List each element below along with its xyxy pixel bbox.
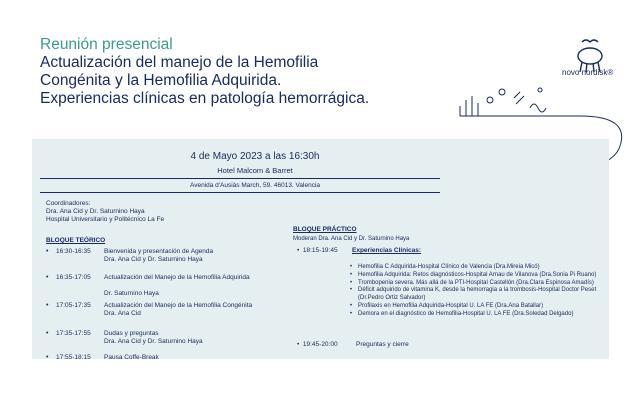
list-item: • Profilaxis en Hemofilia Adquirida-Hospital U. LA FE (Dra.Ana Batallar) bbox=[350, 303, 605, 311]
agenda-speaker: Dra. Ana Cid bbox=[104, 310, 141, 317]
agenda-item bbox=[46, 274, 276, 302]
practico-moderators: Moderan Dra. Ana Cid y Dr. Saturnino Haya bbox=[293, 236, 410, 242]
cases-title: Experiencias Clínicas: bbox=[352, 247, 422, 254]
agenda-time: 18:15-19:45 bbox=[302, 247, 338, 254]
agenda-item bbox=[46, 302, 276, 330]
agenda-time: • 17:05-17:35 bbox=[56, 302, 91, 309]
agenda-item bbox=[46, 248, 276, 274]
list-item: • Hemofilia C Adquirida-Hospital Clínico de Valencia (Dra.Mireia Micó) bbox=[350, 264, 605, 272]
agenda-time: • 16:30-16:35 bbox=[56, 248, 91, 255]
agenda-text: Bienvenida y presentación de Agenda bbox=[104, 248, 214, 255]
agenda-text: Actualización del Manejo de la Hemofilia Adquirida bbox=[104, 274, 250, 281]
agenda-time: 19:45-20:00 bbox=[302, 341, 338, 348]
cases-list bbox=[350, 264, 605, 319]
agenda-item: • 18:15-19:45 bbox=[297, 247, 338, 254]
page-title-line-1: Actualización del manejo de la Hemofilia bbox=[40, 54, 319, 71]
agenda-speaker: Dra. Ana Cid y Dr. Saturnino Haya bbox=[104, 338, 203, 345]
coordinators-hospital: Hospital Universitario y Politécnico La Fe bbox=[46, 216, 165, 223]
header bbox=[40, 36, 490, 108]
agenda-time: • 17:35-17:55 bbox=[56, 330, 91, 337]
teorico-title: BLOQUE TEÓRICO bbox=[46, 237, 106, 244]
event-hotel: Hotel Malcom & Barret bbox=[217, 166, 293, 175]
logo-text: novo nordisk® bbox=[562, 68, 614, 77]
list-item: • Hemofilia Adquirida: Retos diagnósticos-Hospital Arnau de Vilanova (Dra.Sonia Pi Ruano) bbox=[350, 272, 605, 280]
page-title-line-2: Congénita y la Hemofilia Adquirida. bbox=[40, 72, 282, 89]
agenda-speaker: Dra. Ana Cid y Dr. Saturnino Haya bbox=[104, 256, 203, 263]
event-date: 4 de Mayo 2023 a las 16:30h bbox=[190, 151, 320, 162]
practico-title: BLOQUE PRÁCTICO bbox=[293, 226, 357, 233]
agenda-time: • 16:35-17:05 bbox=[56, 274, 91, 281]
divider bbox=[40, 192, 440, 193]
agenda-item: • 19:45-20:00 bbox=[297, 341, 338, 348]
coordinators-label: Coordinadores: bbox=[46, 200, 91, 207]
agenda-time: • 17:55-18:15 bbox=[56, 354, 91, 361]
page-subtitle: Reunión presencial bbox=[40, 36, 173, 53]
event-address: Avenida d'Ausiàs March, 59. 46013. Valencia bbox=[190, 182, 320, 189]
divider bbox=[40, 178, 440, 179]
agenda-text: Actualización del Manejo de la Hemofilia Congénita bbox=[104, 302, 253, 309]
list-item: • Trombopenia severa. Más allá de la PTI-Hospital Castellón (Dra.Clara Espinosa Amadís) bbox=[350, 280, 605, 288]
agenda-text: Dudas y preguntas bbox=[104, 330, 159, 337]
coordinators bbox=[46, 200, 164, 224]
agenda-item bbox=[46, 330, 276, 354]
bloque-teorico bbox=[46, 237, 276, 364]
agenda-text: Pausa Coffe-Break bbox=[104, 354, 159, 361]
page-title-line-3: Experiencias clínicas en patología hemorrágica. bbox=[40, 90, 370, 107]
closing-text: Preguntas y cierre bbox=[356, 341, 409, 348]
coordinators-names: Dra. Ana Cid y Dr. Saturnino Haya bbox=[46, 208, 145, 215]
list-item: • Déficit adquirido de vitamina K, desde la hemorragia a la trombosis-Hospital Doctor Peset (Dr.Pedro Ortiz Salvador) bbox=[350, 287, 605, 303]
list-item: • Demora en el diagnóstico de Hemofilia-Hospital U. LA FE (Dra.Soledad Delgado) bbox=[350, 311, 605, 319]
agenda-speaker: Dr. Saturnino Haya bbox=[104, 290, 159, 297]
agenda-item bbox=[46, 354, 276, 364]
